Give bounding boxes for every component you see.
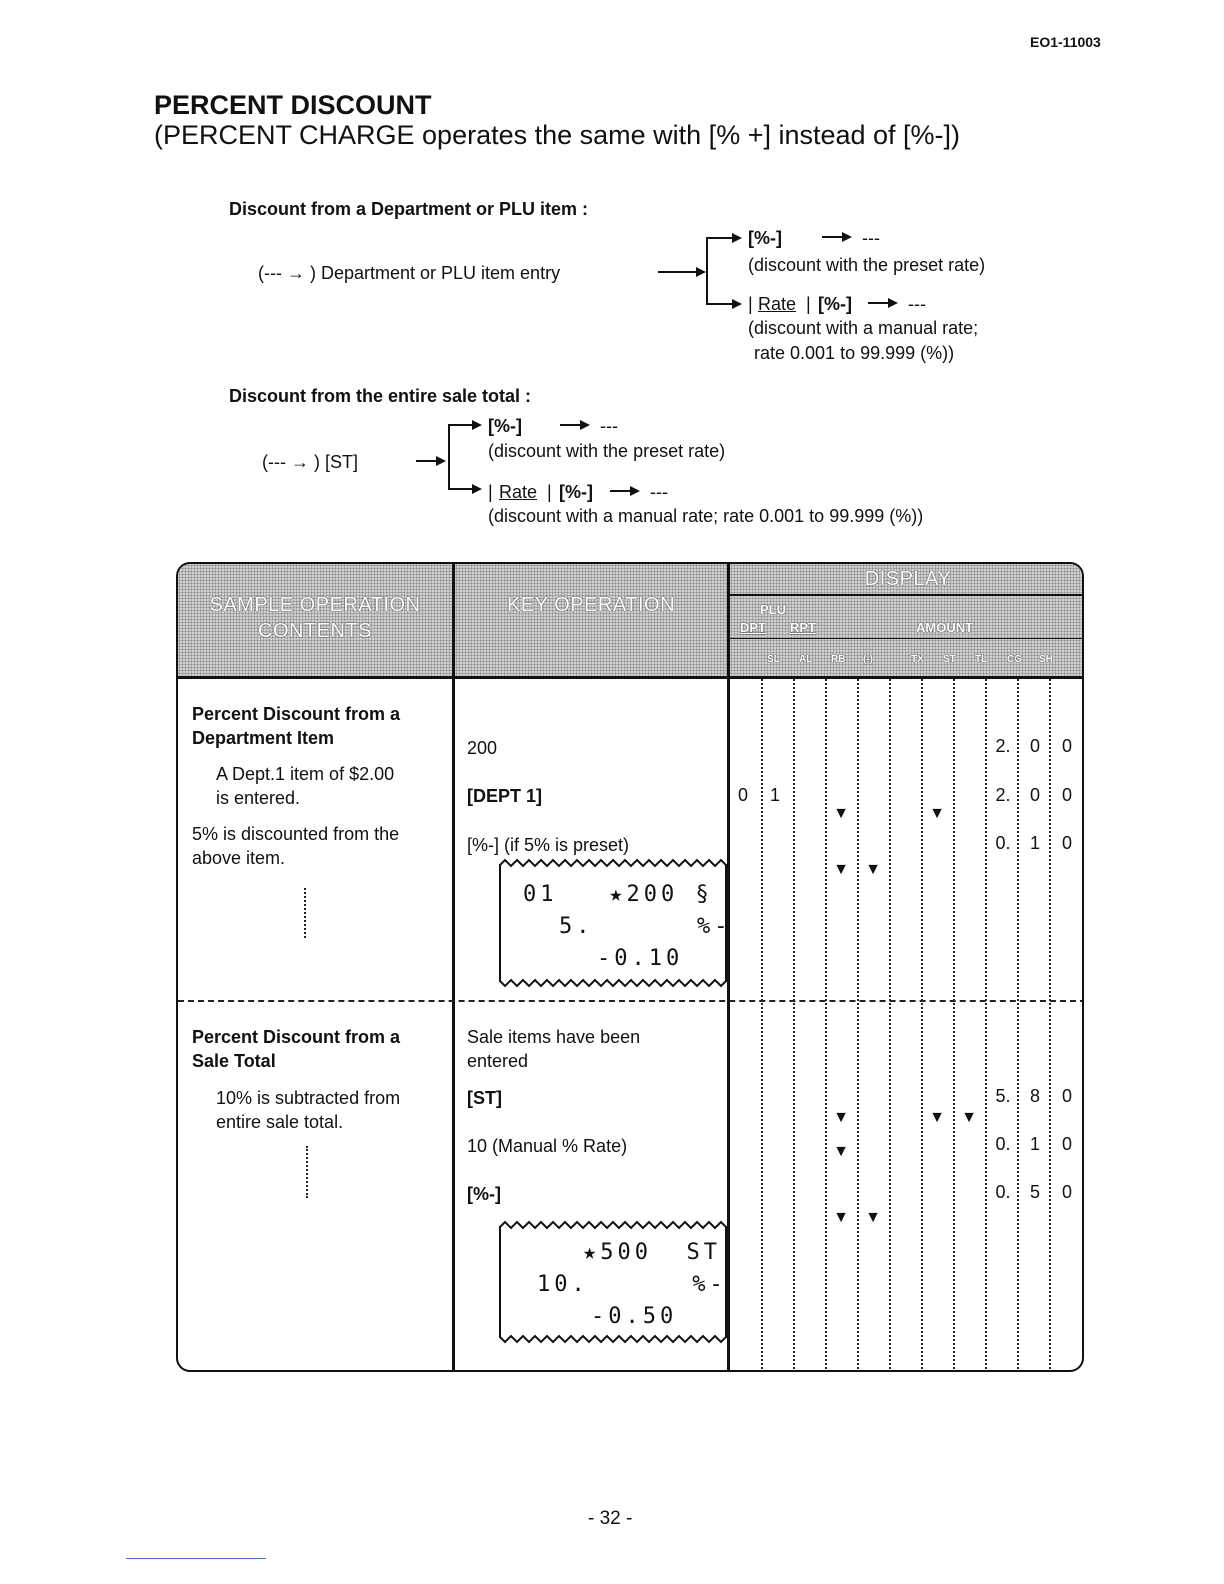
section2-opt1-end: --- (600, 416, 618, 436)
row2-receipt-line1: ★500 ST (583, 1240, 721, 1265)
row1-dept-digit-1: 0 (737, 785, 748, 805)
section2-opt1-arrow (560, 424, 582, 426)
dotted-column-6 (953, 679, 955, 1369)
dotted-column-3 (857, 679, 859, 1369)
row1-amount-2-2: 0 (1061, 833, 1072, 853)
header-amount: AMOUNT (916, 620, 974, 635)
indicator-7: CG (1007, 654, 1022, 665)
row1-key-1: 200 (467, 738, 498, 758)
row2-desc-line1: 10% is subtracted from (216, 1088, 401, 1108)
section1-opt2-rate: Rate (758, 294, 797, 314)
document-id: EO1-11003 (1030, 34, 1101, 50)
section2-opt2-sep2: | (547, 482, 552, 502)
header-dpt: DPT (740, 620, 766, 635)
header-contents-line1: SAMPLE OPERATION (209, 594, 421, 616)
dotted-column-2 (825, 679, 827, 1369)
row1-desc-line4: above item. (192, 848, 286, 868)
dotted-column-5 (921, 679, 923, 1369)
section1-opt1-arrow (822, 236, 844, 238)
row2-marker-4: ▼ (833, 1143, 849, 1160)
indicator-3: (-) (863, 654, 873, 665)
row2-title-line2: Sale Total (192, 1051, 276, 1071)
row1-amount-2-1: 1 (1029, 833, 1040, 853)
indicator-0: SL (767, 654, 780, 665)
row1-amount-0-1: 0 (1029, 736, 1040, 756)
dotted-column-7 (985, 679, 987, 1369)
row2-amount-1-2: 0 (1061, 1134, 1072, 1154)
row2-receipt-line2: 10. %- (537, 1272, 727, 1297)
row1-continuation-dots (304, 888, 306, 938)
row2-continuation-dots (306, 1146, 308, 1198)
row1-desc-line3: 5% is discounted from the (192, 824, 400, 844)
section2-entry: (--- → ) [ST] (262, 452, 358, 472)
section1-opt2-key: [%-] (818, 294, 852, 314)
section1-opt2-desc2: rate 0.001 to 99.999 (%)) (754, 343, 955, 363)
indicator-5: ST (943, 654, 956, 665)
section1-opt2-desc1: (discount with a manual rate; (748, 318, 979, 338)
page-number: - 32 - (588, 1508, 633, 1529)
row2-receipt (499, 1226, 727, 1338)
indicator-2: RB (831, 654, 846, 665)
section1-branch-line (706, 237, 708, 305)
row2-amount-1-0: 0. (995, 1134, 1011, 1154)
row2-desc-line2: entire sale total. (216, 1112, 344, 1132)
section2-opt2-sep: | (488, 482, 493, 502)
row1-receipt-line3: -0.10 (597, 946, 684, 971)
section2-opt2-arrowhead (630, 486, 640, 496)
header-rpt: RPT (790, 620, 816, 635)
section1-opt1-desc: (discount with the preset rate) (748, 255, 986, 275)
row1-marker-4: ▼ (865, 861, 881, 878)
row1-receipt-line1: 01 ★200 § (523, 882, 713, 907)
page-subtitle: (PERCENT CHARGE operates the same with [% +] instead of [%-]) (154, 120, 961, 150)
section2-opt2-arrow (610, 490, 632, 492)
display-subheader-divider (730, 638, 1084, 639)
header-bottom-border (178, 676, 1084, 679)
row1-amount-2-0: 0. (995, 833, 1011, 853)
row2-key-5: [%-] (467, 1184, 501, 1204)
dotted-column-8 (1017, 679, 1019, 1369)
row2-key-2: entered (467, 1051, 529, 1071)
row2-receipt-top-edge (499, 1220, 727, 1232)
section1-opt2-sep2: | (806, 294, 811, 314)
section1-opt2-sep: | (748, 294, 753, 314)
column-separator-1 (452, 564, 455, 1370)
row1-title-line1: Percent Discount from a (192, 704, 401, 724)
column-separator-2 (727, 564, 730, 1370)
section1-arrow-line (658, 271, 698, 273)
row1-amount-0-2: 0 (1061, 736, 1072, 756)
section1-branch-top-arrow (732, 233, 742, 243)
section2-opt1-key: [%-] (488, 416, 522, 436)
section1-opt1-key: [%-] (748, 228, 782, 248)
row2-receipt-bottom-edge (499, 1332, 727, 1344)
row2-receipt-line3: -0.50 (591, 1304, 678, 1329)
row1-key-3: [%-] (if 5% is preset) (467, 835, 630, 855)
row2-amount-0-2: 0 (1061, 1086, 1072, 1106)
section2-opt2-rate: Rate (499, 482, 538, 502)
row2-amount-0-1: 8 (1029, 1086, 1040, 1106)
row1-title-line2: Department Item (192, 728, 335, 748)
section1-opt1-arrowhead (842, 232, 852, 242)
row2-key-4: 10 (Manual % Rate) (467, 1136, 628, 1156)
row1-key-2: [DEPT 1] (467, 786, 543, 806)
row1-marker-1: ▼ (833, 805, 849, 822)
section2-arrow-line (416, 460, 438, 462)
header-plu: PLU (760, 602, 786, 617)
row1-dept-digit-2: 1 (769, 785, 780, 805)
section1-branch-bottom (706, 303, 734, 305)
indicator-1: AL (799, 654, 813, 665)
row1-amount-1-2: 0 (1061, 785, 1072, 805)
row1-amount-1-0: 2. (995, 785, 1011, 805)
sample-operation-table (176, 562, 1084, 1372)
footer-rule (126, 1558, 266, 1559)
row2-key-3: [ST] (467, 1088, 502, 1108)
row2-amount-2-1: 5 (1029, 1182, 1040, 1202)
section1-arrow-head (696, 267, 706, 277)
section1-opt2-arrow (868, 302, 890, 304)
section2-arrow-head (436, 456, 446, 466)
row1-receipt-top-edge (499, 858, 727, 870)
section1-opt2-end: --- (908, 294, 926, 314)
row1-desc-line2: is entered. (216, 788, 301, 808)
dotted-column-1 (793, 679, 795, 1369)
header-display: DISPLAY (864, 568, 952, 590)
header-key-bg (455, 564, 727, 676)
row1-receipt-bottom-edge (499, 976, 727, 988)
page-title: PERCENT DISCOUNT (154, 90, 432, 120)
row1-marker-2: ▼ (929, 805, 945, 822)
row1-receipt (499, 864, 732, 982)
row2-marker-1: ▼ (833, 1109, 849, 1126)
section2-branch-top (448, 424, 474, 426)
indicator-4: TX (911, 654, 924, 665)
section2-opt1-desc: (discount with the preset rate) (488, 441, 726, 461)
header-contents-line2: CONTENTS (258, 620, 372, 642)
row2-marker-5: ▼ (833, 1209, 849, 1226)
row2-amount-0-0: 5. (995, 1086, 1011, 1106)
row2-key-1: Sale items have been (467, 1027, 641, 1047)
section2-branch-top-arrow (472, 420, 482, 430)
section2-branch-bottom-arrow (472, 484, 482, 494)
section1-branch-bottom-arrow (732, 299, 742, 309)
section1-heading: Discount from a Department or PLU item : (229, 199, 589, 219)
display-header-divider (730, 594, 1084, 596)
section1-entry: (--- → ) Department or PLU item entry (258, 263, 561, 283)
header-key-operation: KEY OPERATION (506, 594, 676, 616)
section2-branch-line (448, 424, 450, 490)
row2-marker-3: ▼ (961, 1109, 977, 1126)
section2-opt1-arrowhead (580, 420, 590, 430)
row-separator (178, 1000, 1084, 1002)
indicator-8: SH (1039, 654, 1053, 665)
section2-opt2-desc: (discount with a manual rate; rate 0.001 to 99.999 (%)) (488, 506, 924, 526)
row1-marker-3: ▼ (833, 861, 849, 878)
row1-amount-0-0: 2. (995, 736, 1011, 756)
row2-marker-6: ▼ (865, 1209, 881, 1226)
row2-title-line1: Percent Discount from a (192, 1027, 401, 1047)
section2-heading: Discount from the entire sale total : (229, 386, 532, 406)
dotted-column-9 (1049, 679, 1051, 1369)
row2-amount-1-1: 1 (1029, 1134, 1040, 1154)
indicator-6: TL (975, 654, 988, 665)
dotted-column-4 (889, 679, 891, 1369)
row2-amount-2-2: 0 (1061, 1182, 1072, 1202)
row2-marker-2: ▼ (929, 1109, 945, 1126)
row2-amount-2-0: 0. (995, 1182, 1011, 1202)
section1-opt1-end: --- (862, 228, 880, 248)
dotted-column-0 (761, 679, 763, 1369)
section2-opt2-end: --- (650, 482, 668, 502)
section2-branch-bottom (448, 488, 474, 490)
row1-amount-1-1: 0 (1029, 785, 1040, 805)
row1-desc-line1: A Dept.1 item of $2.00 (216, 764, 395, 784)
section1-branch-top (706, 237, 734, 239)
row1-receipt-line2: 5. %- (559, 914, 732, 939)
section1-opt2-arrowhead (888, 298, 898, 308)
section2-opt2-key: [%-] (559, 482, 593, 502)
